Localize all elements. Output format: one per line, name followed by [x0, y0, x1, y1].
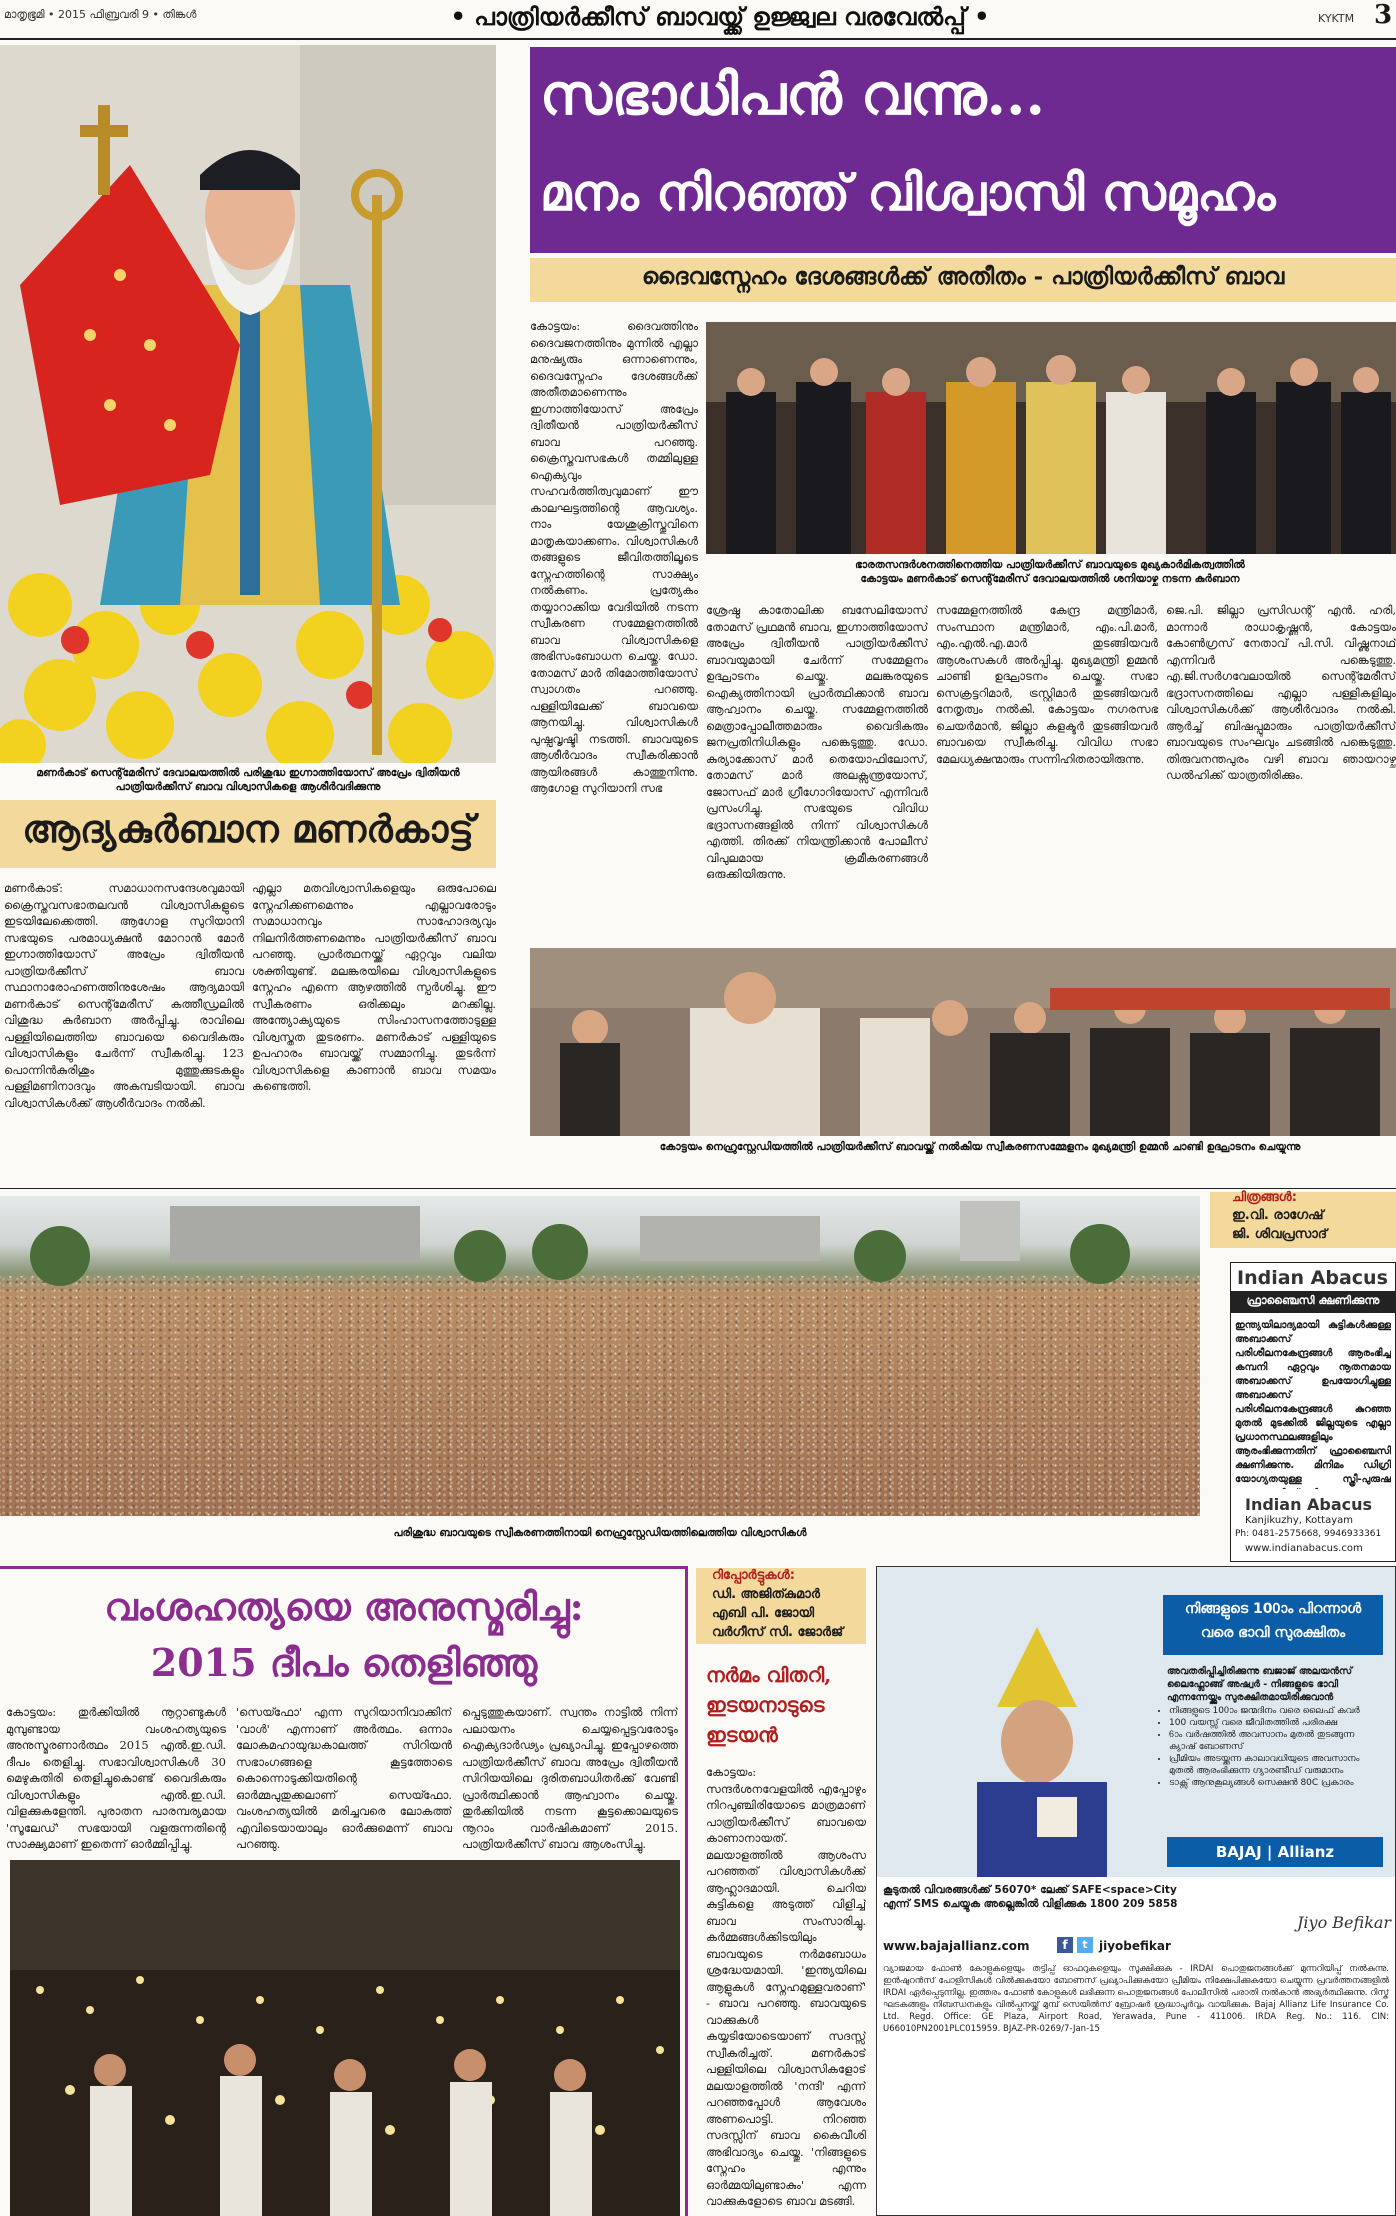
crowd-texture: [0, 1276, 1200, 1516]
lead-subhead: ദൈവസ്നേഹം ദേശങ്ങൾക്ക് അതീതം - പാത്രിയർക്കീസ് ബാവ: [641, 263, 1285, 290]
lead-headline-line2: മനം നിറഞ്ഞ് വിശ്വാസി സമൂഹം: [540, 163, 1276, 222]
mid-rule: [0, 1188, 1396, 1189]
bajaj-bullet: • 6ാം വർഷത്തിൽ അവസാനം മുതൽ തുടങ്ങുന്ന ക്യാഷ് ബോണസ്: [1169, 1729, 1379, 1753]
lead-story-col4: ജെ.പി. ജില്ലാ പ്രസിഡന്റ് എൻ. ഹരി, മാന്നാർ രാധാകൃഷ്ണൻ, കോട്ടയം കോൺഗ്രസ് നേതാവ് പി.സി. വിഷ്ണുനാഥ് എന്നിവർ പങ്കെടുത്തു. എ.ജി.സർഗവേലായിൽ സെന്റ്മേരീസ് ഭദ്രാസനത്തിലെ എല്ലാ പള്ളികളിലും വിശ്വാസികൾക്ക് ആശീർവാദം നൽകി. ആർച്ച് ബിഷപ്പുമാരും പാത്രിയർക്കീസ് ബാവയുടെ സംഘവും ചടങ്ങിൽ പങ്കെടുത്തു. തിരുവനന്തപുരം വഴി ബാവ ഞായറാഴ്ച ഡൽഹിക്ക് യാത്രതിരിക്കും.: [1166, 603, 1396, 782]
patriarch-photo-caption: മണർകാട് സെന്റ്മേരീസ് ദേവാലയത്തിൽ പരിശുദ്ധ ഇഗ്നാത്തിയോസ് അപ്രേം ദ്വിതീയൻ പാത്രിയർക്കീസ് ബാവ വിശ്വാസികളെ ആശീർവദിക്കുന്നു: [36, 767, 460, 793]
reporter-name-2: എബി പി. ജോയി: [712, 1606, 815, 1621]
abacus-body: ഇന്ത്യയിലാദ്യമായി കുട്ടികൾക്കുള്ള അബാക്കസ് പരിശീലനകേന്ദ്രങ്ങൾ ആരംഭിച്ച കമ്പനി ഏറ്റവും നൂതനമായ അബാക്കസ് ഉപയോഗിച്ചുള്ള അബാക്കസ് പരിശീലനകേന്ദ്രങ്ങൾ കുറഞ്ഞ മുതൽ മുടക്കിൽ ജില്ലയുടെ എല്ലാ പ്രധാനസ്ഥലങ്ങളിലും ആരംഭിക്കുന്നതിന് ഫ്രാഞ്ചൈസി ക്ഷണിക്കുന്നു. മിനിമം ഡിഗ്രി യോഗ്യതയുള്ള സ്ത്രീ-പുരുഷ: [1235, 1320, 1391, 1485]
candle-photo: [10, 1860, 680, 2216]
bajaj-headline-2: വരെ ഭാവി സുരക്ഷിതം: [1200, 1625, 1346, 1641]
page-banner: • പാത്രിയർക്കീസ് ബാവയ്ക്ക് ഉജ്ജ്വല വരവേൽപ്പ് •: [450, 2, 990, 31]
genocide-col1: കോട്ടയം: തുർക്കിയിൽ നൂറ്റാണ്ടുകൾ മുമ്പുണ്ടായ വംശഹത്യയുടെ അനുസ്മരണാർത്ഥം 2015 എൽ.ഇ.ഡി. ദീപം തെളിച്ചു. സഭാവിശ്വാസികൾ 30 മെഴുകുതിരി തെളിച്ചുകൊണ്ട് വൈദികരും വിശ്വാസികളും എൽ.ഇ.ഡി. വിളക്കുകളേന്തി. പുരാതന പാരമ്പര്യമായ 'സൂലേഡ്' സഭയായി വളരുന്നതിന്റെ സാക്ഷ്യമാണ് ഇതെന്ന് ഓർമ്മിപ്പിച്ചു.: [6, 1705, 226, 1851]
reporters-label: റിപ്പോർട്ടുകൾ:: [712, 1568, 795, 1583]
bajaj-bullet: • നിങ്ങളുടെ 100ാം ജന്മദിനം വരെ ലൈഫ് കവർ: [1169, 1705, 1379, 1717]
bajaj-headline-1: നിങ്ങളുടെ 100ാം പിറന്നാൾ: [1184, 1601, 1362, 1617]
genocide-col3: പ്പെടുത്തുകയാണ്. സ്വന്തം നാട്ടിൽ നിന്ന് പലായനം ചെയ്യപ്പെട്ടവരോടും ഐക്യദാർഢ്യം പ്രഖ്യാപിച്ചു. ഇപ്പോഴത്തെ പാത്രിയർക്കീസ് ബാവ അപ്രേം ദ്വിതീയൻ സിറിയയിലെ ദുരിതബാധിതർക്ക് വേണ്ടി പ്രാർത്ഥിക്കാൻ ആഹ്വാനം ചെയ്തു. തുർക്കിയിൽ നടന്ന കൂട്ടക്കൊലയുടെ നൂറാം വാർഷികമാണ് 2015. പാത്രിയർക്കീസ് ബാവ ആശംസിച്ചു.: [462, 1705, 678, 1851]
photo-credit-name-1: ഇ.വി. രാഗേഷ്: [1232, 1208, 1324, 1223]
abacus-web: www.indianabacus.com: [1245, 1543, 1363, 1554]
bajaj-bullets: [1155, 1705, 1379, 1789]
header-rule: [0, 38, 1396, 40]
sidebar-body: കോട്ടയം: സന്ദർശനവേളയിൽ എപ്പോഴും നിറപുഞ്ചിരിയോടെ മാത്രമാണ് പാത്രിയർക്കീസ് ബാവയെ കാണാനായത്. മലയാളത്തിൽ ആശംസ പറഞ്ഞത് വിശ്വാസികൾക്ക് ആഹ്ലാദമായി. ചെറിയ കുട്ടികളെ അടുത്ത് വിളിച്ച് ബാവ സംസാരിച്ചു. കർമ്മങ്ങൾക്കിടയിലും ബാവയുടെ നർമബോധം ശ്രദ്ധേയമായി. 'ഇന്ത്യയിലെ ആളുകൾ സ്നേഹമുള്ളവരാണ്' - ബാവ പറഞ്ഞു. ബാവയുടെ വാക്കുകൾ കയ്യടിയോടെയാണ് സദസ്സ് സ്വീകരിച്ചത്. മണർകാട് പള്ളിയിലെ വിശ്വാസികളോട് മലയാളത്തിൽ 'നന്ദി' എന്ന് പറഞ്ഞപ്പോൾ ആവേശം അണപൊട്ടി. നിറഞ്ഞ സദസ്സിന് ബാവ കൈവീശി അഭിവാദ്യം ചെയ്തു. 'നിങ്ങളുടെ സ്നേഹം എന്നും ഓർമ്മയിലുണ്ടാകും' എന്ന വാക്കുകളോടെ ബാവ മടങ്ങി.: [706, 1765, 866, 2208]
left-story-col2: എല്ലാ മതവിശ്വാസികളെയും ഒരുപോലെ സ്നേഹിക്കണമെന്നും എല്ലാവരോടും സമാധാനവും സാഹോദര്യവും നിലനിർത്തണമെന്നും പാത്രിയർക്കീസ് ബാവ പറഞ്ഞു. പ്രാർത്ഥനയ്ക്ക് ഏറ്റവും വലിയ ശക്തിയുണ്ട്. മലങ്കരയിലെ വിശ്വാസികളുടെ സ്നേഹം എന്നെ ആഴത്തിൽ സ്പർശിച്ചു. ഈ സ്വീകരണം ഒരിക്കലും മറക്കില്ല. അന്ത്യോക്യയുടെ സിംഹാസനത്തോടുള്ള വിശ്വസ്തത തുടരണം. മണർകാട് പള്ളിയുടെ ഉപഹാരം ബാവയ്ക്ക് സമ്മാനിച്ചു. തുടർന്ന് വിശ്വാസികളെ കാണാൻ ബാവ സമയം കണ്ടെത്തി.: [252, 881, 496, 1093]
genocide-col2: 'സെയ്ഫോ' എന്ന സുറിയാനിവാക്കിന് 'വാൾ' എന്നാണ് അർത്ഥം. ഒന്നാം ലോകമഹായുദ്ധകാലത്ത് സിറിയൻ സഭാംഗങ്ങളെ കൂട്ടത്തോടെ കൊന്നൊടുക്കിയതിന്റെ ഓർമ്മപുതുക്കലാണ് സെയ്ഫോ. വംശഹത്യയിൽ മരിച്ചവരെ ലോകത്ത് എവിടെയായാലും ഓർക്കുമെന്ന് ബാവ പറഞ്ഞു.: [236, 1705, 452, 1851]
rally-illustration: [530, 948, 1396, 1136]
abacus-ad: [1230, 1262, 1396, 1562]
abacus-phone: Ph: 0481-2575668, 9946933361: [1235, 1529, 1382, 1539]
patriarch-photo: [0, 45, 496, 763]
bajaj-web: www.bajajallianz.com: [883, 1939, 1030, 1953]
page-number: 3: [1374, 0, 1393, 30]
lead-headline-line1: സഭാധിപൻ വന്നു...: [540, 62, 1046, 128]
abacus-address: Kanjikuzhy, Kottayam: [1245, 1515, 1354, 1526]
lead-story-col2: ശ്രേഷ്ഠ കാതോലിക്ക ബസേലിയോസ് തോമസ് പ്രഥമൻ ബാവ, ഇഗ്നാത്തിയോസ് അപ്രേം ദ്വിതീയൻ പാത്രിയർക്കീസ് ബാവയുമായി ചേർന്ന് സമ്മേളനം ഉദ്ഘാടനം ചെയ്തു. മലങ്കരയുടെ ഐക്യത്തിനായി പ്രാർത്ഥിക്കാൻ ബാവ ആഹ്വാനം ചെയ്തു. സമ്മേളനത്തിൽ മെത്രാപ്പോലീത്തമാരും വൈദികരും ജനപ്രതിനിധികളും പങ്കെടുത്തു. ഡോ. കുര്യാക്കോസ് മാർ തെയോഫിലോസ്, തോമസ് മാർ അലക്സന്ത്രയോസ്, ജോസഫ് മാർ ഗ്രീഗോറിയോസ് എന്നിവർ പ്രസംഗിച്ചു. സഭയുടെ വിവിധ ഭദ്രാസനങ്ങളിൽ നിന്ന് വിശ്വാസികൾ എത്തി. തിരക്ക് നിയന്ത്രിക്കാൻ പോലീസ് വിപുലമായ ക്രമീകരണങ്ങൾ ഒരുക്കിയിരുന്നു.: [706, 603, 928, 881]
reporter-name-1: ഡി. അജിത്കുമാർ: [712, 1587, 820, 1602]
abacus-brand: Indian Abacus: [1237, 1267, 1388, 1289]
lead-story-col3: സമ്മേളനത്തിൽ കേന്ദ്ര മന്ത്രിമാർ, സംസ്ഥാന മന്ത്രിമാർ, എം.പി.മാർ, എം.എൽ.എ.മാർ തുടങ്ങിയവർ ആശംസകൾ അർപ്പിച്ചു. മുഖ്യമന്ത്രി ഉമ്മൻ ചാണ്ടി ഉദ്ഘാടനം ചെയ്തു. സഭാ സെക്രട്ടറിമാർ, ട്രസ്റ്റിമാർ തുടങ്ങിയവർ നേതൃത്വം നൽകി. കോട്ടയം നഗരസഭ ചെയർമാൻ, ജില്ലാ കളക്ടർ തുടങ്ങിയവർ ബാവയെ സ്വീകരിച്ചു. വിവിധ സഭാ മേലധ്യക്ഷന്മാരും സന്നിഹിതരായിരുന്നു.: [936, 603, 1158, 766]
bajaj-sms: കൂടുതൽ വിവരങ്ങൾക്ക് 56070* ലേക്ക് SAFE<space>City എന്ന് SMS ചെയ്യുക അല്ലെങ്കിൽ വിളിക്കുക 1800 209 5858: [883, 1884, 1178, 1910]
bajaj-intro: അവതരിപ്പിച്ചിരിക്കുന്നു ബജാജ് അലയൻസ് ലൈഫ്ലോങ്ങ് അഷ്വർ - നിങ്ങളുടെ ഭാവി എന്നന്നേയ്ക്കും സുരക്ഷിതമായിരിക്കുവാൻ: [1167, 1666, 1353, 1703]
candle-illustration: [10, 1860, 680, 2216]
bajaj-fine-print: വ്യാജമായ ഫോൺ കോളുകളെയും തട്ടിപ്പ് ഓഫറുകളെയും സൂക്ഷിക്കുക - IRDAI പൊതുജനങ്ങൾക്ക് മുന്നറിയിപ്പ് നൽകുന്നു. ഇൻഷുറൻസ് പോളിസികൾ വിൽക്കുകയോ ബോണസ് പ്രഖ്യാപിക്കുകയോ പ്രീമിയം നിക്ഷേപിക്കുകയോ ചെയ്യുന്ന പ്രവർത്തനങ്ങളിൽ IRDAI ഏർപ്പെടുന്നില്ല. ഇത്തരം ഫോൺ കോളുകൾ ലഭിക്കുന്ന പൊതുജനങ്ങൾ പോലീസിൽ പരാതി നൽകാൻ അഭ്യർത്ഥിക്കുന്നു. റിസ്ക് ഘടകങ്ങളും നിബന്ധനകളും വിൽപ്പനയ്ക്ക് മുമ്പ് സെയിൽസ് ബ്രോഷർ ശ്രദ്ധാപൂർവ്വം വായിക്കുക. Bajaj Allianz Life Insurance Co. Ltd. Regd. Office: GE Plaza, Airport Road, Yerawada, Pune - 411006. IRDA Reg. No.: 116. CIN: U66010PN2001PLC015959. BJAZ-PR-0269/7-Jan-15: [883, 1964, 1389, 2034]
rally-photo-caption: കോട്ടയം നെഹ്രുസ്റ്റേഡിയത്തിൽ പാത്രിയർക്കീസ് ബാവയ്ക്ക് നൽകിയ സ്വീകരണസമ്മേളനം മുഖ്യമന്ത്രി ഉമ്മൻ ചാണ്ടി ഉദ്ഘാടനം ചെയ്യുന്നു: [659, 1141, 1301, 1153]
crowd-photo: [0, 1196, 1200, 1516]
edition-code: KYKTM: [1318, 12, 1355, 25]
crowd-photo-caption: പരിശുദ്ധ ബാവയുടെ സ്വീകരണത്തിനായി നെഹ്രുസ്റ്റേഡിയത്തിലെത്തിയ വിശ്വാസികൾ: [393, 1527, 807, 1539]
genocide-headline-2: 2015 ദീപം തെളിഞ്ഞു: [150, 1640, 538, 1685]
masthead-left: മാതൃഭൂമി • 2015 ഫിബ്രവരി 9 • തിങ്കൾ: [4, 8, 197, 21]
ceremony-photo: [706, 322, 1396, 554]
bajaj-social: jiyobefikar: [1099, 1939, 1171, 1953]
facebook-icon: f: [1057, 1937, 1073, 1953]
photo-credit-name-2: ജി. ശിവപ്രസാദ്: [1232, 1227, 1328, 1242]
bajaj-logo: BAJAJ | Allianz: [1215, 1843, 1335, 1861]
photo-credit-label: ചിത്രങ്ങൾ:: [1232, 1190, 1297, 1205]
bajaj-signature: Jiyo Befikar: [1297, 1913, 1392, 1932]
bajaj-bullet: • ടാക്സ് ആനുകൂല്യങ്ങൾ സെക്ഷൻ 80C പ്രകാരം: [1169, 1777, 1379, 1789]
left-headline: ആദ്യകുർബാന മണർകാട്ട്: [22, 806, 474, 851]
abacus-footer-brand: Indian Abacus: [1245, 1495, 1373, 1514]
ceremony-illustration: [706, 322, 1396, 554]
genocide-headline-1: വംശഹത്യയെ അനുസ്മരിച്ചു:: [104, 1584, 584, 1629]
stadium-skyline: [0, 1196, 1200, 1286]
twitter-icon: t: [1077, 1937, 1093, 1953]
abacus-tagline: ഫ്രാഞ്ചൈസി ക്ഷണിക്കുന്നു: [1246, 1294, 1380, 1307]
left-story-col1: മണർകാട്: സമാധാനസന്ദേശവുമായി ക്രൈസ്തവസഭാതലവൻ വിശ്വാസികളുടെ ഇടയിലേക്കെത്തി. ആഗോള സുറിയാനി സഭയുടെ പരമാധ്യക്ഷൻ മോറാൻ മോർ ഇഗ്നാത്തിയോസ് അപ്രേം ദ്വിതീയൻ പാത്രിയർക്കീസ് ബാവ സ്ഥാനാരോഹണത്തിനുശേഷം ആദ്യമായി മണർകാട് സെന്റ്മേരീസ് കത്തീഡ്രലിൽ വിശുദ്ധ കുർബാന അർപ്പിച്ചു. രാവിലെ പള്ളിയിലെത്തിയ ബാവയെ വൈദികരും വിശ്വാസികളും ചേർന്ന് സ്വീകരിച്ചു. 123 പൊന്നിൻകുരിശും മുത്തുക്കുടകളും പള്ളിമണിനാദവും അകമ്പടിയായി. ബാവ വിശ്വാസികൾക്ക് ആശീർവാദം നൽകി.: [4, 881, 244, 1110]
reporter-name-3: വർഗീസ് സി. ജോർജ്: [712, 1625, 844, 1640]
bajaj-bullet: • 100 വയസ്സ് വരെ ജീവിതത്തിൽ പരിരക്ഷ: [1169, 1717, 1379, 1729]
patriarch-illustration: [0, 45, 496, 763]
ceremony-photo-caption: ഭാരതസന്ദർശനത്തിനെത്തിയ പാത്രിയർക്കീസ് ബാവയുടെ മുഖ്യകാർമികത്വത്തിൽ കോട്ടയം മണർകാട് സെന്റ്മേരീസ് ദേവാലയത്തിൽ ശനിയാഴ്ച നടന്ന കുർബാന: [855, 559, 1245, 585]
sidebar-headline: നർമം വിതറി, ഇടയനാടുടെ ഇടയൻ: [706, 1663, 832, 1747]
bajaj-ad: [876, 1566, 1396, 2216]
rally-photo: [530, 948, 1396, 1136]
lead-story-col1: കോട്ടയം: ദൈവത്തിനും ദൈവജനത്തിനും മുന്നിൽ എല്ലാ മനുഷ്യരും ഒന്നാണെന്നും, ദൈവസ്നേഹം ദേശങ്ങൾക്ക് അതീതമാണെന്നും ഇഗ്നാത്തിയോസ് അപ്രേം ദ്വിതീയൻ പാത്രിയർക്കീസ് ബാവ പറഞ്ഞു. ക്രൈസ്തവസഭകൾ തമ്മിലുള്ള ഐക്യവും സഹവർത്തിത്വവുമാണ് ഈ കാലഘട്ടത്തിന്റെ ആവശ്യം. നാം യേശുക്രിസ്തുവിനെ മാതൃകയാക്കണം. വിശ്വാസികൾ തങ്ങളുടെ ജീവിതത്തിലൂടെ സ്നേഹത്തിന്റെ സാക്ഷ്യം നൽകണം. പ്രത്യേകം തയ്യാറാക്കിയ വേദിയിൽ നടന്ന സ്വീകരണ സമ്മേളനത്തിൽ ബാവ വിശ്വാസികളെ അഭിസംബോധന ചെയ്തു. ഡോ. തോമസ് മാർ തിമോത്തിയോസ് സ്വാഗതം പറഞ്ഞു. പള്ളിയിലേക്ക് ബാവയെ ആനയിച്ചു. വിശ്വാസികൾ പുഷ്പവൃഷ്ടി നടത്തി. ബാവയുടെ ആശീർവാദം സ്വീകരിക്കാൻ ആയിരങ്ങൾ കാത്തുനിന്നു. ആഗോള സുറിയാനി സഭ: [530, 319, 698, 795]
bajaj-bullet: • പ്രീമിയം അടയ്ക്കുന്ന കാലാവധിയുടെ അവസാനം മുതൽ ആരംഭിക്കുന്ന ഗ്യാരണ്ടീഡ് വരുമാനം: [1169, 1753, 1379, 1777]
